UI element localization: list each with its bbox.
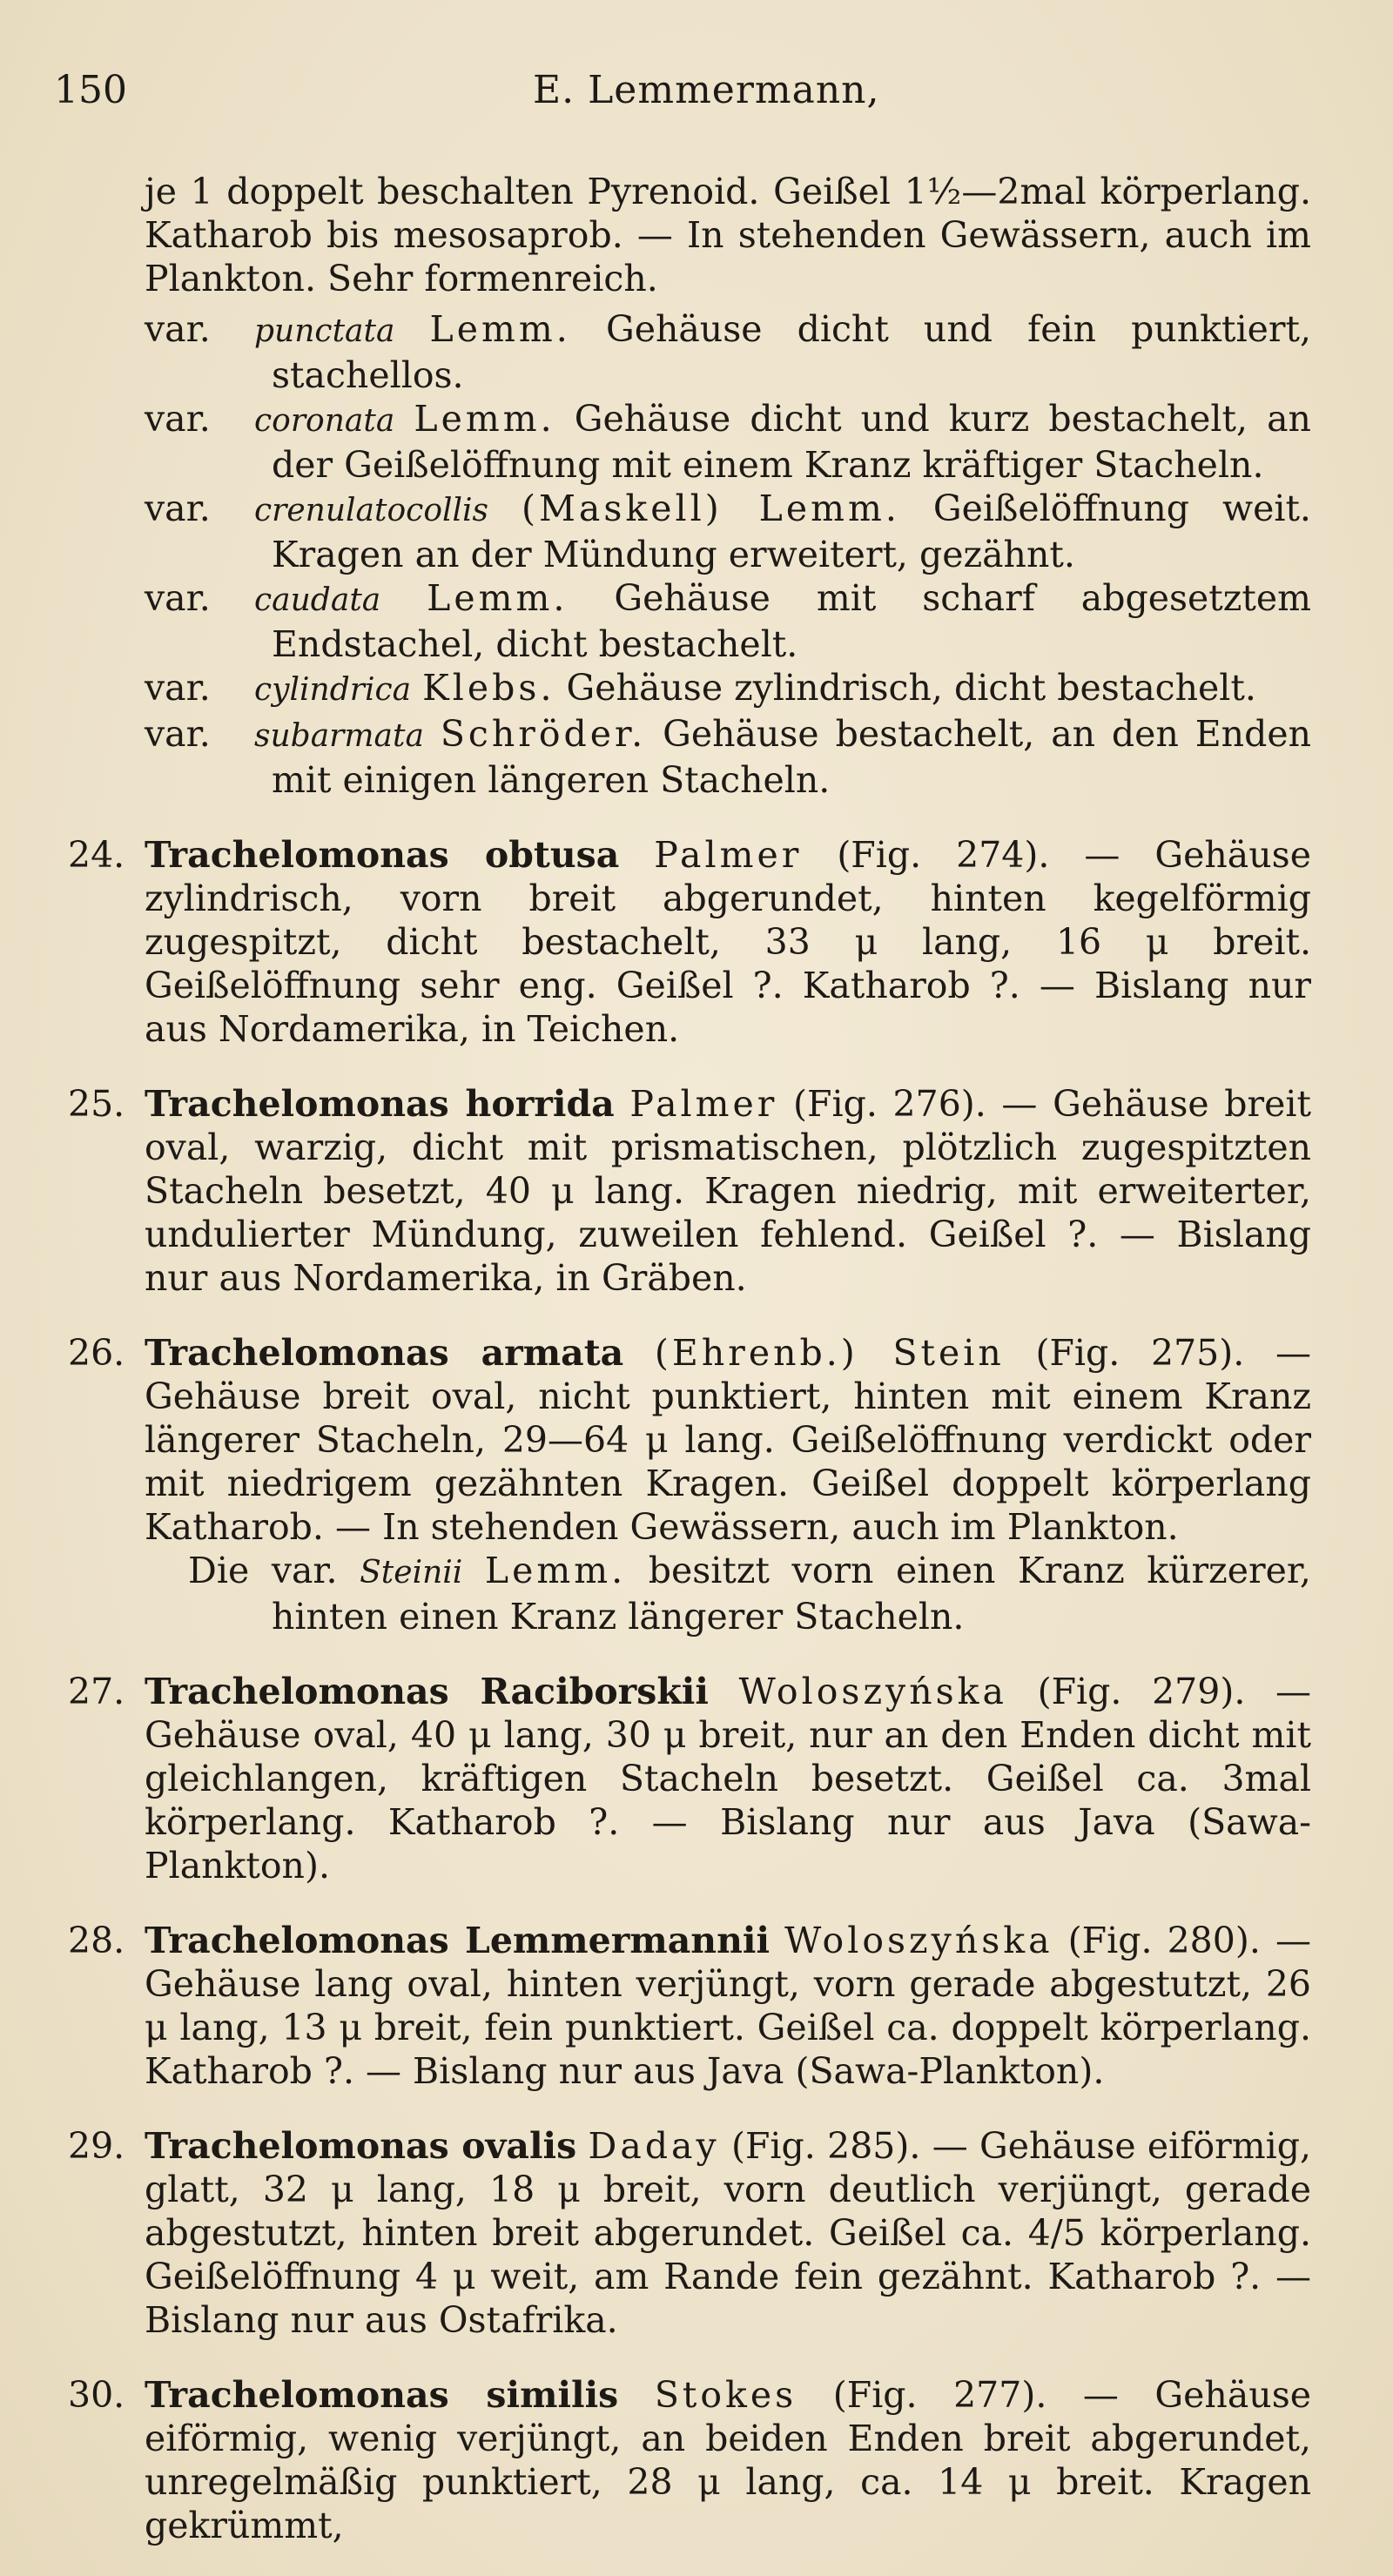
entry-number: 25. — [68, 1083, 125, 1125]
species-author: Woloszyńska — [738, 1671, 1007, 1712]
species-name: Trachelomonas Raciborskii — [145, 1671, 709, 1712]
variety-text: Geißelöffnung weit. Kragen an der Mündung erweitert, gezähnt. — [272, 488, 1311, 575]
variety-author: Schröder. — [440, 713, 647, 755]
species-author: Daday — [588, 2125, 720, 2167]
variety-text: Gehäuse zylindrisch, dicht bestachelt. — [566, 667, 1256, 709]
variety-author: Lemm. — [414, 398, 555, 440]
variety-label: var. — [145, 308, 211, 350]
variety-label: var. — [145, 398, 211, 440]
page-number: 150 — [54, 68, 127, 112]
entry-text — [145, 1331, 1311, 1549]
running-title: E. Lemmermann, — [533, 68, 880, 112]
species-author: Stokes — [654, 2374, 797, 2416]
variety-note — [145, 1549, 1311, 1638]
species-entry-25 — [68, 1082, 1311, 1300]
entry-number: 27. — [68, 1671, 125, 1712]
variety-item — [145, 487, 1311, 576]
species-entry-30 — [68, 2373, 1311, 2547]
species-description: (Fig. 279). — Gehäuse oval, 40 μ lang, 30 μ breit, nur an den Enden dicht mit gleichlangen, kräftigen Stacheln besetzt. Geißel ca. 3mal körperlang. Katharob ?. — Bislang nur aus Java (Sawa-Plankton). — [145, 1671, 1311, 1887]
variety-name: punctata — [254, 313, 395, 349]
variety-item — [145, 307, 1311, 397]
variety-author: Lemm. — [427, 577, 569, 619]
variety-list — [145, 307, 1311, 802]
variety-text: Gehäuse bestachelt, an den Enden mit einigen längeren Stacheln. — [272, 713, 1311, 801]
page-body — [68, 170, 1311, 2547]
entry-text — [145, 2373, 1311, 2547]
species-author: Palmer — [629, 1083, 778, 1125]
variety-name: subarmata — [254, 718, 424, 754]
entry-text — [145, 1082, 1311, 1300]
species-entry-28 — [68, 1919, 1311, 2093]
variety-item — [145, 576, 1311, 666]
entry-text — [145, 2124, 1311, 2342]
species-name: Trachelomonas Lemmermannii — [145, 1920, 771, 1961]
variety-author: Lemm. — [429, 308, 571, 350]
variety-author: (Maskell) Lemm. — [521, 488, 900, 529]
entry-number: 26. — [68, 1332, 125, 1374]
note-prefix: Die var. — [188, 1550, 338, 1591]
species-name: Trachelomonas similis — [145, 2374, 619, 2416]
variety-author: Klebs. — [422, 667, 555, 709]
species-author: Woloszyńska — [784, 1920, 1053, 1961]
entry-number: 24. — [68, 834, 125, 876]
variety-label: var. — [145, 667, 211, 709]
species-description: (Fig. 276). — Gehäuse breit oval, warzig, dicht mit prismatischen, plötzlich zugespitzten Stacheln besetzt, 40 μ lang. Kragen niedrig, mit erweiterter, undulierter Mündung, zuweilen fehlend. Geißel ?. — Bislang nur aus Nordamerika, in Gräben. — [145, 1083, 1311, 1299]
species-description: (Fig. 280). — Gehäuse lang oval, hinten verjüngt, vorn gerade abgestutzt, 26 μ lang, 13 μ breit, fein punktiert. Geißel ca. doppelt körperlang. Katharob ?. — Bislang nur aus Java (Sawa-Plankton). — [145, 1920, 1311, 2092]
entry-number: 30. — [68, 2374, 125, 2416]
variety-label: var. — [145, 713, 211, 755]
species-description: (Fig. 274). — Gehäuse zylindrisch, vorn breit abgerundet, hinten kegelförmig zugespitzt, dicht bestachelt, 33 μ lang, 16 μ breit. Geißelöffnung sehr eng. Geißel ?. Katharob ?. — Bislang nur aus Nordamerika, in Teichen. — [145, 834, 1311, 1050]
note-variety-name: Steinii — [360, 1555, 463, 1591]
species-name: Trachelomonas ovalis — [145, 2125, 577, 2167]
entry-number: 28. — [68, 1920, 125, 1961]
species-name: Trachelomonas horrida — [145, 1083, 615, 1125]
variety-name: coronata — [254, 403, 395, 439]
continuation-paragraph: je 1 doppelt beschalten Pyrenoid. Geißel 1½—2mal körperlang. Katharob bis mesosaprob. — In stehenden Gewässern, auch im Plankton. Sehr formenreich. — [145, 171, 1311, 299]
species-description: (Fig. 285). — Gehäuse eiförmig, glatt, 32 μ lang, 18 μ breit, vorn deutlich verjüngt, gerade abgestutzt, hinten breit abgerundet. Geißel ca. 4/5 körperlang. Geißelöffnung 4 μ weit, am Rande fein gezähnt. Katharob ?. — Bislang nur aus Ostafrika. — [145, 2125, 1311, 2341]
species-name: Trachelomonas armata — [145, 1332, 624, 1374]
species-entry-24 — [68, 833, 1311, 1051]
species-description: (Fig. 275). — Gehäuse breit oval, nicht punktiert, hinten mit einem Kranz längerer Stacheln, 29—64 μ lang. Geißelöffnung verdickt oder mit niedrigem gezähnten Kragen. Geißel doppelt körperlang Katharob. — In stehenden Gewässern, auch im Plankton. — [145, 1332, 1311, 1548]
note-text: besitzt vorn einen Kranz kürzerer, hinten einen Kranz längerer Stacheln. — [272, 1550, 1311, 1638]
entry-text — [145, 1919, 1311, 2093]
variety-item — [145, 712, 1311, 802]
variety-name: cylindrica — [254, 672, 412, 708]
species-name: Trachelomonas obtusa — [145, 834, 620, 876]
species-entry-27 — [68, 1670, 1311, 1887]
entry-number: 29. — [68, 2125, 125, 2167]
note-author: Lemm. — [484, 1550, 627, 1591]
species-author: Palmer — [654, 834, 803, 876]
species-entry-26 — [68, 1331, 1311, 1638]
species-author: (Ehrenb.) Stein — [654, 1332, 1005, 1374]
species-entry-29 — [68, 2124, 1311, 2342]
page-header — [54, 68, 1339, 129]
variety-text: Gehäuse dicht und kurz bestachelt, an der Geißelöffnung mit einem Kranz kräftiger Stacheln. — [272, 398, 1311, 486]
variety-name: caudata — [254, 582, 381, 618]
entry-text — [145, 833, 1311, 1051]
variety-text: Gehäuse dicht und fein punktiert, stachellos. — [272, 308, 1311, 396]
variety-label: var. — [145, 488, 211, 529]
variety-name: crenulatocollis — [254, 493, 489, 528]
variety-text: Gehäuse mit scharf abgesetztem Endstachel, dicht bestachelt. — [272, 577, 1311, 665]
entry-text — [145, 1670, 1311, 1887]
variety-item — [145, 666, 1311, 712]
species-description: (Fig. 277). — Gehäuse eiförmig, wenig verjüngt, an beiden Enden breit abgerundet, unregelmäßig punktiert, 28 μ lang, ca. 14 μ breit. Kragen gekrümmt, — [145, 2374, 1311, 2546]
variety-item — [145, 397, 1311, 487]
variety-label: var. — [145, 577, 211, 619]
